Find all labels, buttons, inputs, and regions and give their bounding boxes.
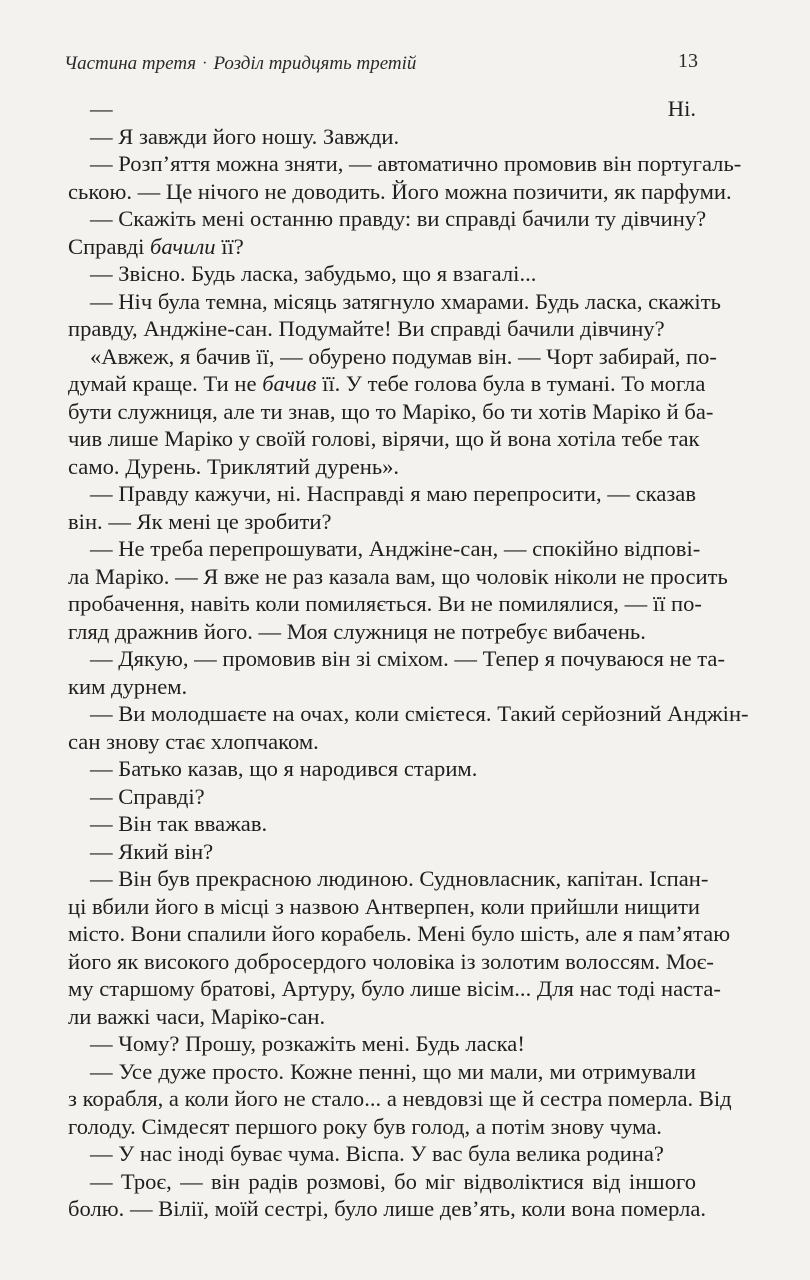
text-line <box>68 728 696 756</box>
text-segment: ким дурнем. <box>68 673 188 699</box>
text-line <box>68 893 701 921</box>
text-line <box>68 233 696 261</box>
text-line <box>68 150 742 178</box>
text-segment: — У нас іноді буває чума. Віспа. У вас була велика родина? <box>90 1141 664 1166</box>
text-line <box>68 948 714 976</box>
text-segment: — Правду кажучи, ні. Насправді я маю перепросити, — сказав <box>90 481 696 506</box>
text-line <box>68 288 721 316</box>
text-segment: Справді <box>68 233 151 259</box>
text-line <box>68 205 707 233</box>
text-line <box>68 1195 707 1223</box>
text-line <box>68 810 696 838</box>
text-segment: чив лише Маріко у своїй голові, вірячи, що й вона хотіла тебе так <box>68 426 700 451</box>
text-line <box>68 343 717 371</box>
text-segment: з корабля, а коли його не стало... а невдовзі ще й сестра померла. Від <box>68 1086 732 1111</box>
text-segment: — Він так вважав. <box>90 811 268 836</box>
text-segment: — Я завжди його ношу. Завжди. <box>90 123 400 149</box>
body-text <box>68 95 749 1223</box>
text-line <box>68 755 696 783</box>
text-segment: — Троє, — він радів розмові, бо міг відволіктися від іншого <box>90 1168 696 1194</box>
page-number: 13 <box>678 50 698 72</box>
text-segment: — Ні. <box>90 96 696 121</box>
text-segment: — Він був прекрасною людиною. Судновласник, капітан. Іспан- <box>90 866 709 891</box>
text-line <box>68 920 731 948</box>
text-segment: пробачення, навіть коли помиляється. Ви не помилялися, — її по- <box>68 591 702 616</box>
text-segment: — Звісно. Будь ласка, забудьмо, що я взагалі... <box>90 261 537 286</box>
part-title: Частина третя <box>64 53 197 74</box>
text-line <box>68 1003 696 1031</box>
text-line <box>68 425 700 453</box>
text-segment: ською. — Це нічого не доводить. Його можна позичити, як парфуми. <box>68 178 732 204</box>
text-line <box>68 1085 732 1113</box>
text-line <box>68 315 696 343</box>
text-line <box>68 260 696 288</box>
running-header <box>64 46 698 82</box>
text-line <box>68 1030 696 1058</box>
text-line <box>68 535 701 563</box>
text-segment: «Авжеж, я бачив її, — обурено подумав він. — Чорт забирай, по- <box>90 343 717 369</box>
text-segment: сан знову стає хлопчаком. <box>68 728 319 754</box>
emphasis-text: бачили <box>150 233 216 259</box>
text-segment: — Справді? <box>90 783 205 809</box>
text-line <box>68 123 696 151</box>
text-line <box>68 700 749 728</box>
text-segment: голоду. Сімдесят першого року був голод, а потім знову чума. <box>68 1113 662 1139</box>
text-segment: його як високого добросердого чоловіка із золотим волоссям. Моє- <box>68 948 714 974</box>
text-segment: ли важкі часи, Маріко-сан. <box>68 1003 326 1029</box>
text-line <box>68 838 696 866</box>
text-segment: болю. — Вілії, моїй сестрі, було лише дев’ять, коли вона померла. <box>68 1196 707 1221</box>
text-segment: думай краще. Ти не <box>68 371 263 396</box>
text-segment: її. У тебе голова була в тумані. То могла <box>316 371 706 396</box>
text-line <box>68 1168 696 1196</box>
text-segment: правду, Анджіне-сан. Подумайте! Ви справді бачили дівчину? <box>68 316 665 341</box>
text-segment: му старшому братові, Артуру, було лише вісім... Для нас тоді наста- <box>68 976 721 1001</box>
text-line <box>68 453 696 481</box>
text-segment: само. Дурень. Триклятий дурень». <box>68 453 400 479</box>
text-segment: — Розп’яття можна зняти, — автоматично промовив він португаль- <box>90 151 742 176</box>
text-segment: ла Маріко. — Я вже не раз казала вам, що чоловік ніколи не просить <box>68 563 728 589</box>
text-segment: — Усе дуже просто. Кожне пенні, що ми мали, ми отримували <box>90 1058 696 1084</box>
text-line <box>68 178 732 206</box>
text-line <box>68 673 696 701</box>
text-line <box>68 975 721 1003</box>
text-segment: — Ніч була темна, місяць затягнуло хмарами. Будь ласка, скажіть <box>90 288 721 314</box>
text-segment: — Скажіть мені останню правду: ви справді бачили ту дівчину? <box>90 206 707 231</box>
text-segment: — Ви молодшаєте на очах, коли смієтеся. Такий серйозний Анджін- <box>90 701 749 726</box>
chapter-title: Розділ тридцять третій <box>213 53 417 74</box>
text-segment: бути служниця, але ти знав, що то Маріко, бо ти хотів Маріко й ба- <box>68 398 714 424</box>
text-line <box>68 508 696 536</box>
text-line <box>68 1113 696 1141</box>
text-segment: місто. Вони спалили його корабель. Мені було шість, але я пам’ятаю <box>68 921 731 946</box>
text-segment: її? <box>215 233 244 259</box>
text-line <box>68 398 714 426</box>
text-segment: — Дякую, — промовив він зі сміхом. — Тепер я почуваюся не та- <box>90 646 725 671</box>
text-line <box>68 1140 696 1168</box>
text-line <box>68 370 706 398</box>
text-line <box>68 590 702 618</box>
text-segment: гляд дражнив його. — Моя служниця не потребує вибачень. <box>68 618 646 644</box>
text-line <box>68 618 696 646</box>
text-line <box>68 645 725 673</box>
header-separator: · <box>202 55 208 72</box>
text-segment: — Не треба перепрошувати, Анджіне-сан, — спокійно відпові- <box>90 536 701 561</box>
text-line <box>68 480 696 508</box>
text-segment: — Чому? Прошу, розкажіть мені. Будь ласка! <box>90 1031 525 1056</box>
text-segment: — Батько казав, що я народився старим. <box>90 756 478 781</box>
emphasis-text: бачив <box>262 371 317 396</box>
text-segment: — Який він? <box>90 838 214 864</box>
text-line <box>68 1058 696 1086</box>
text-line <box>68 783 696 811</box>
text-line <box>68 95 696 123</box>
text-line <box>68 865 709 893</box>
text-segment: він. — Як мені це зробити? <box>68 508 332 534</box>
text-segment: ці вбили його в місці з назвою Антверпен, коли прийшли нищити <box>68 893 701 919</box>
text-line <box>68 563 728 591</box>
